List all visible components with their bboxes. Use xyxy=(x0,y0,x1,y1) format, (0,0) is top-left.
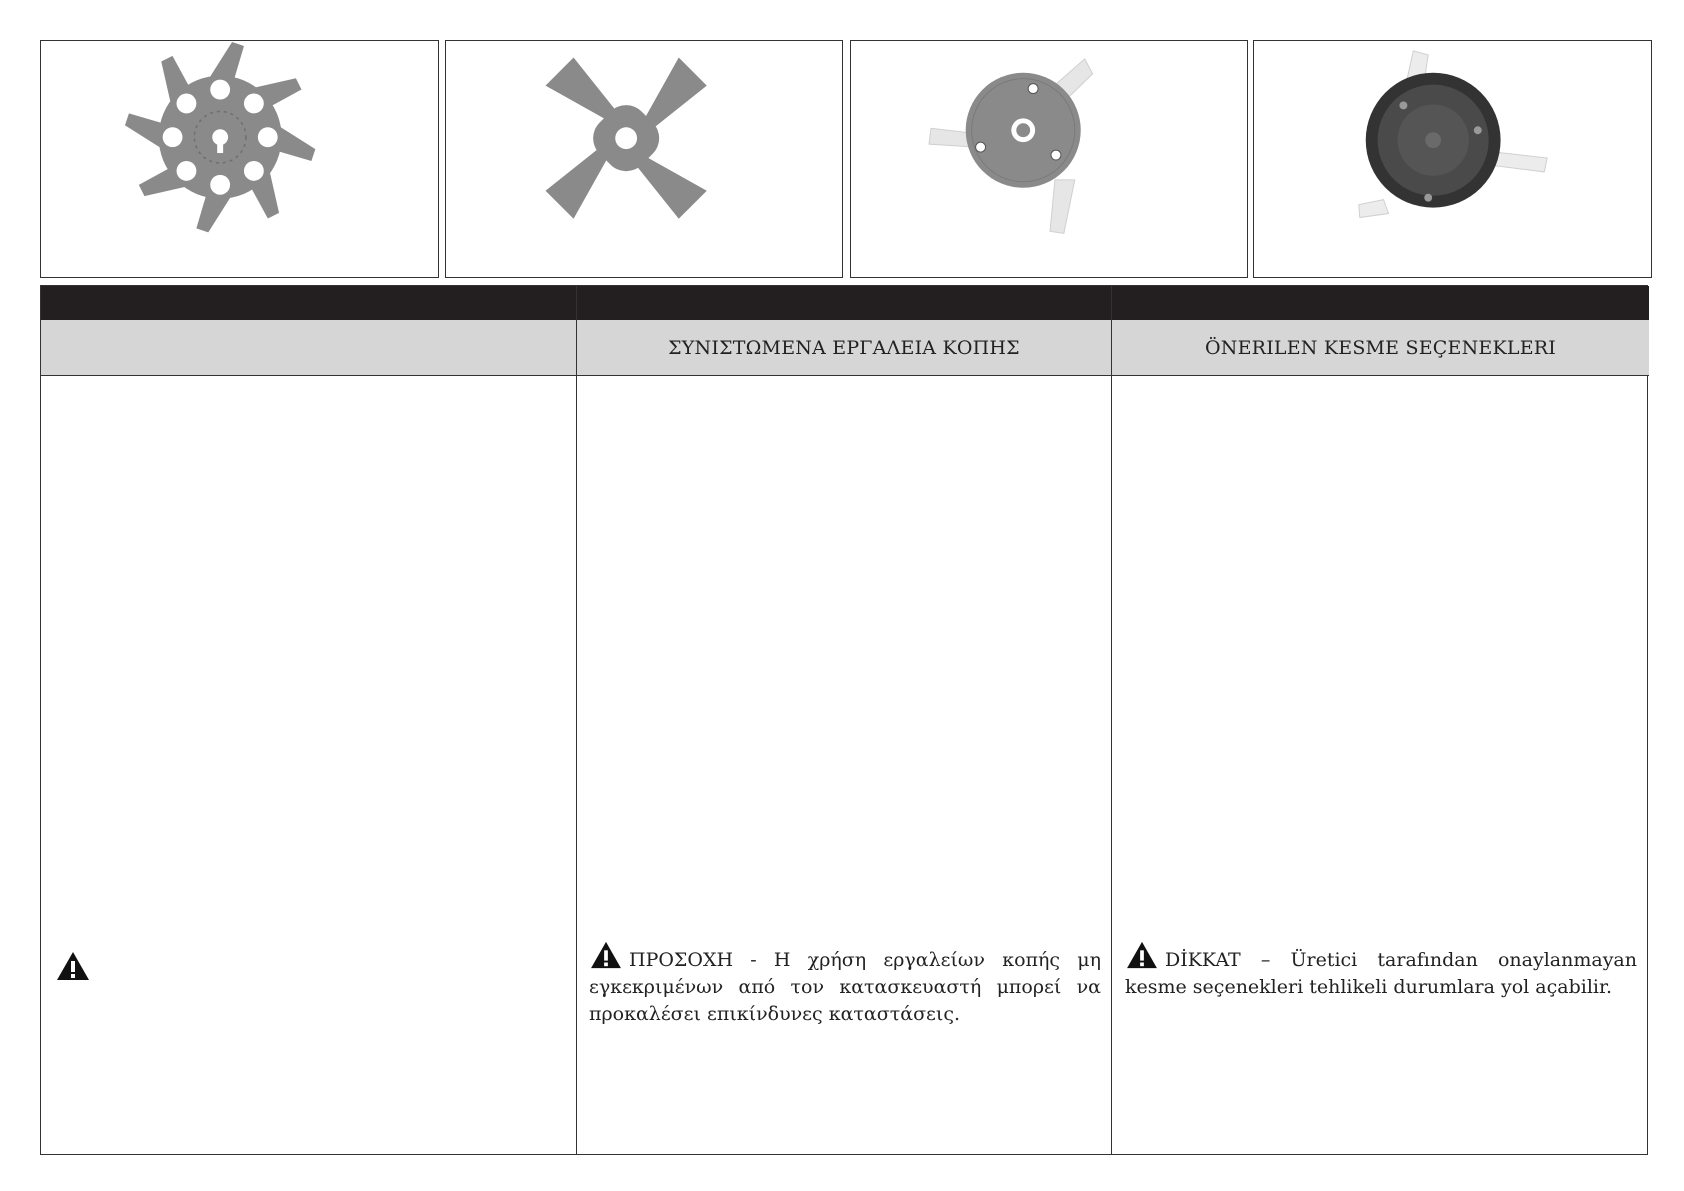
column-greek-header: ΣΥΝΙΣΤΩΜΕΝΑ ΕΡΓΑΛΕΙΑ ΚΟΠΗΣ xyxy=(577,320,1111,376)
column-greek-warning xyxy=(589,941,1101,1028)
three-blade-dark-head-panel xyxy=(1253,40,1652,278)
warning-icon xyxy=(589,941,623,969)
warning-icon xyxy=(56,951,90,981)
eight-tooth-blade-image xyxy=(41,41,438,277)
column-greek xyxy=(577,286,1112,1154)
column-turkish-warning-text: DİKKAT – Üretici tarafından onaylanmayan kesme seçenekleri tehlikeli durumlara yol açabilir. xyxy=(1125,949,1637,998)
column-left xyxy=(41,286,577,1154)
three-plastic-blade-head-panel xyxy=(850,40,1248,278)
three-plastic-blade-head-image xyxy=(851,41,1247,277)
four-tooth-blade-panel xyxy=(445,40,843,278)
column-greek-dark-header xyxy=(577,286,1111,320)
column-turkish-header: ÖNERILEN KESME SEÇENEKLERI xyxy=(1112,320,1649,376)
four-tooth-blade-image xyxy=(446,41,842,277)
three-blade-dark-head-image xyxy=(1254,41,1651,277)
eight-tooth-blade-panel xyxy=(40,40,439,278)
column-turkish xyxy=(1112,286,1649,1154)
column-left-dark-header xyxy=(41,286,576,320)
column-left-header xyxy=(41,320,576,376)
cutting-options-table xyxy=(40,285,1648,1155)
column-left-warning xyxy=(56,951,536,986)
warning-icon xyxy=(1125,941,1159,969)
column-greek-warning-text: ΠΡΟΣΟΧΗ - Η χρήση εργαλείων κοπής μη εγκεκριμένων από τον κατασκευαστή μπορεί να προκαλέσει επικίνδυνες καταστάσεις. xyxy=(589,949,1101,1025)
column-turkish-dark-header xyxy=(1112,286,1649,320)
column-turkish-warning xyxy=(1125,941,1637,1001)
